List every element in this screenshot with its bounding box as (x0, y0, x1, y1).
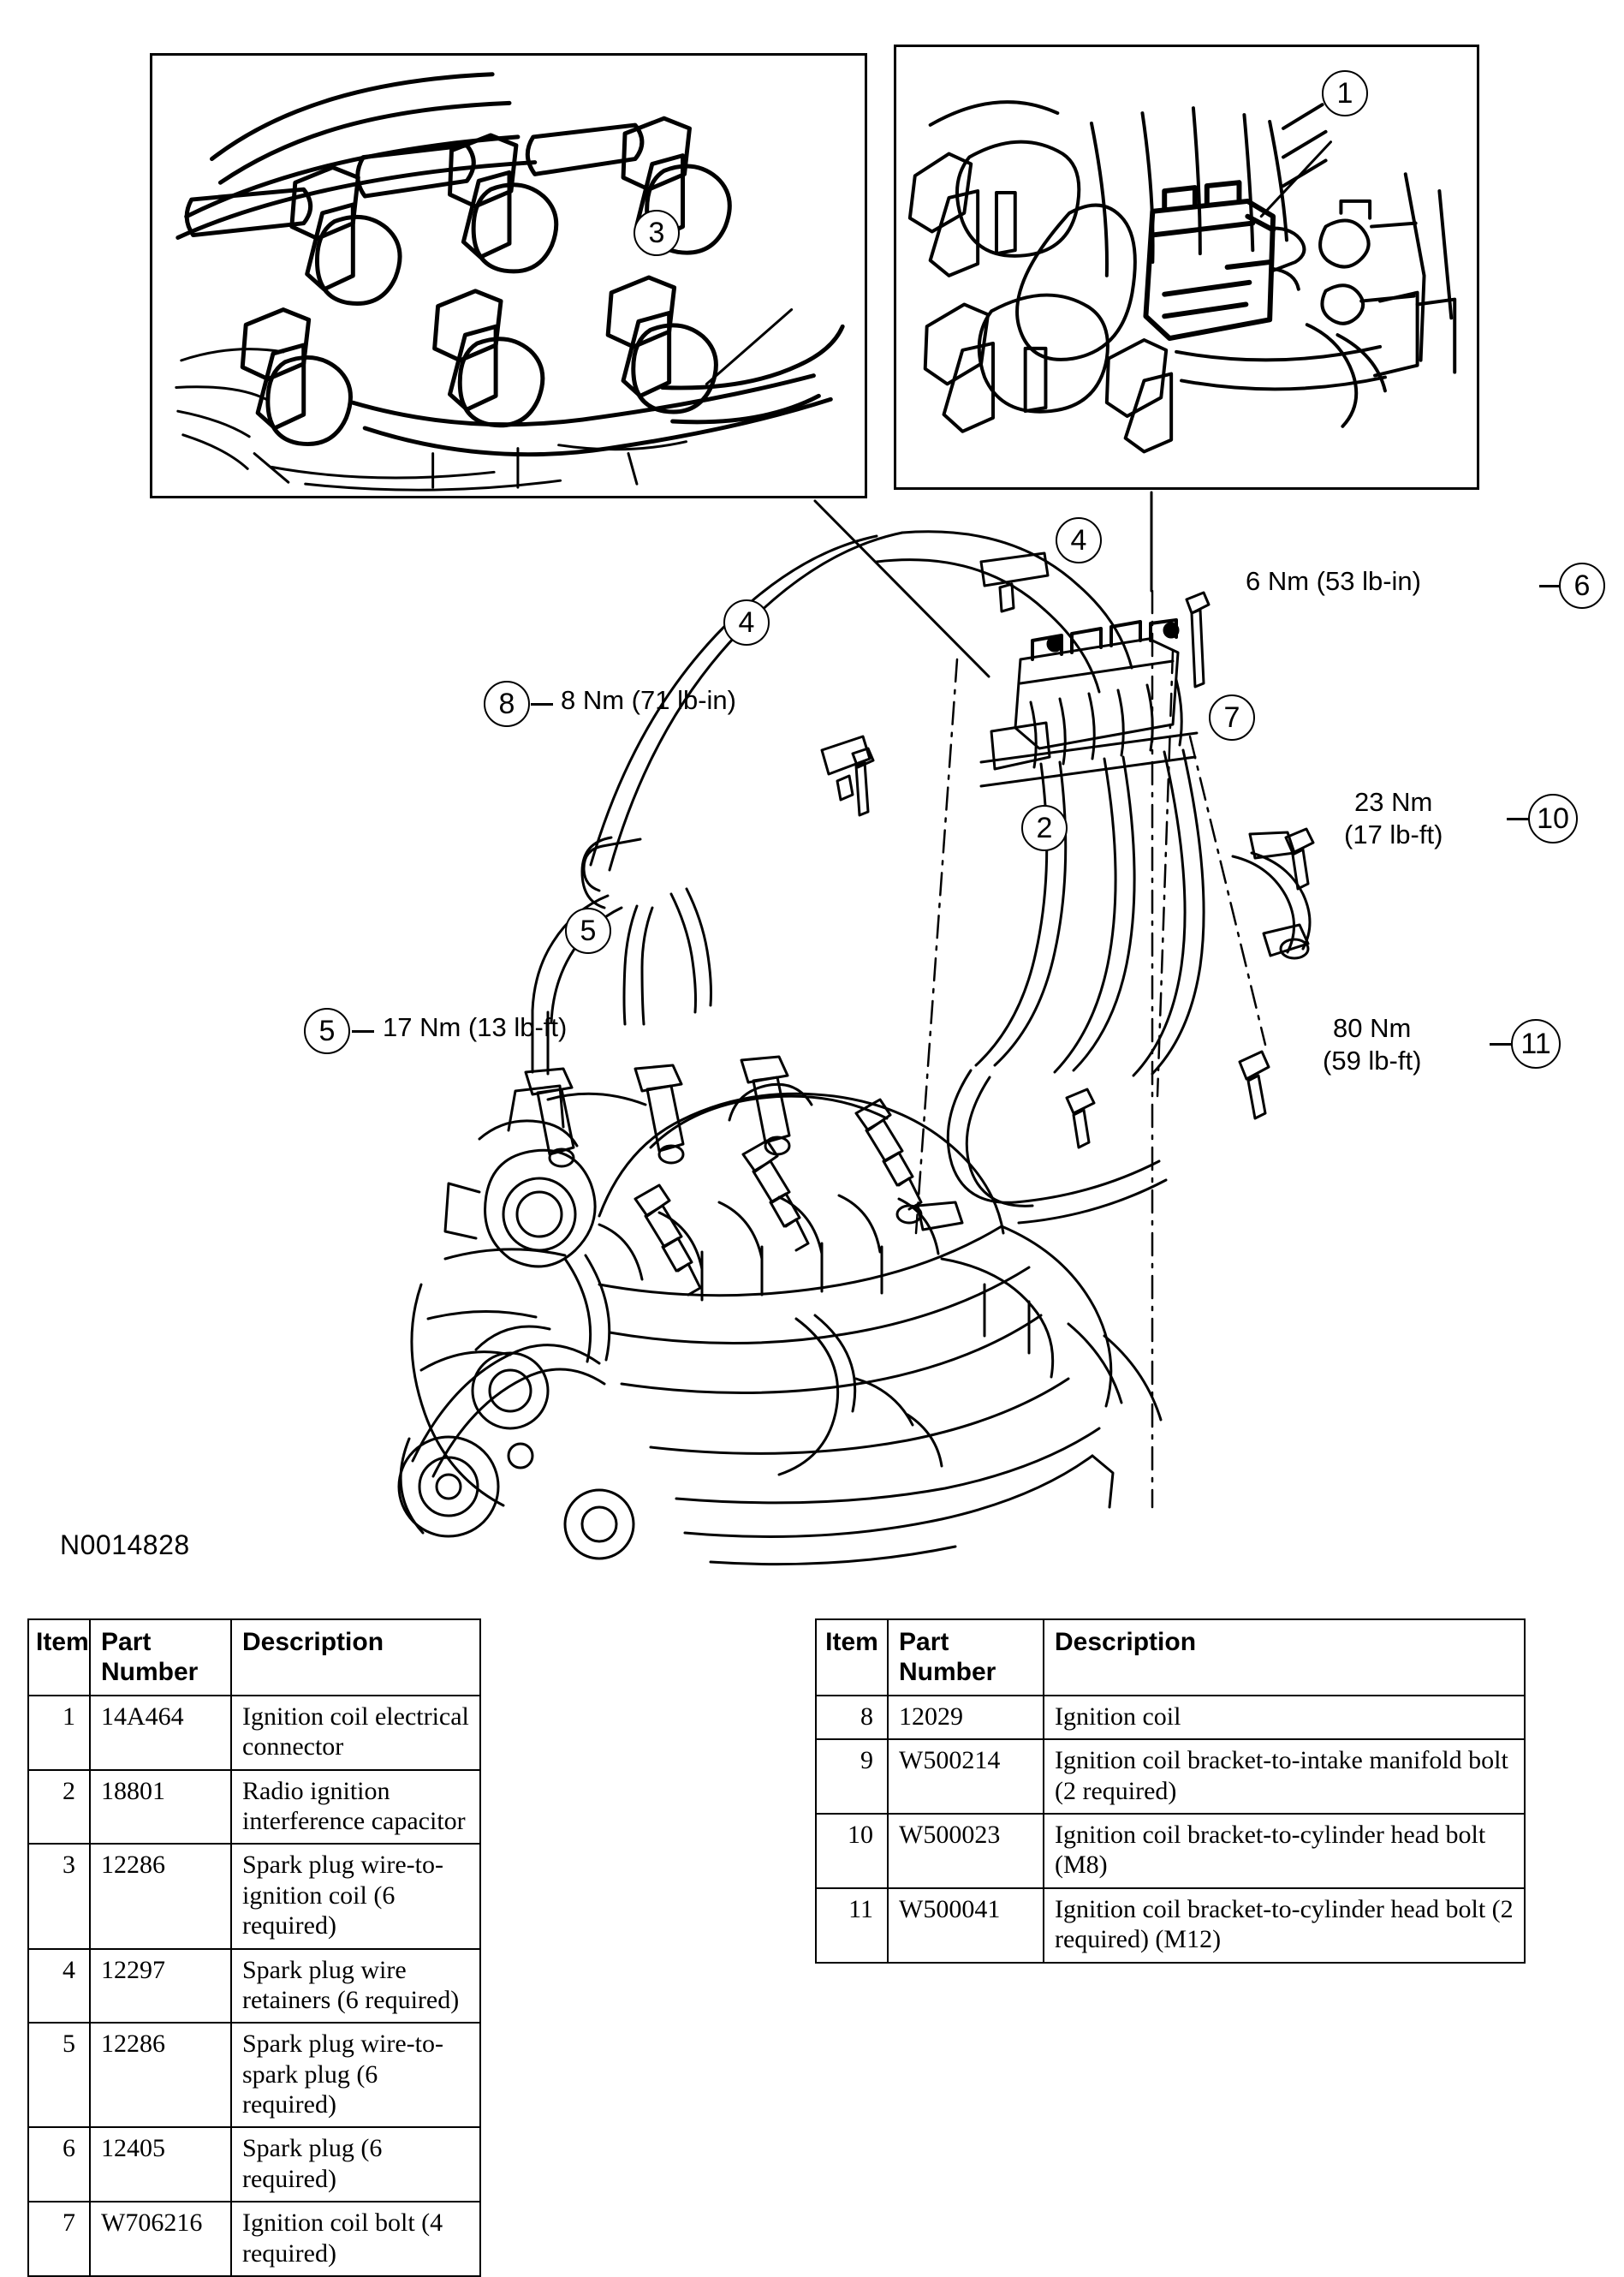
cell-part-number: W500041 (888, 1888, 1044, 1963)
torque-10-line2: (17 lb-ft) (1344, 819, 1443, 849)
parts-table-right (815, 1618, 1526, 1964)
cell-part-number: W500023 (888, 1814, 1044, 1888)
table-row (28, 1696, 480, 1770)
torque-spec-10 (1344, 786, 1443, 851)
torque-spec-11 (1323, 1012, 1421, 1077)
column-header-part-number: Part Number (888, 1619, 1044, 1696)
table-row (816, 1888, 1525, 1963)
table-header-row (816, 1619, 1525, 1696)
column-header-item: Item (816, 1619, 888, 1696)
table-row (28, 2023, 480, 2127)
cell-part-number: 12405 (90, 2127, 231, 2202)
leader-dash-10 (1507, 818, 1529, 820)
callout-3-inset: 3 (634, 210, 680, 256)
torque-spec-7: 6 Nm (53 lb-in) (1246, 566, 1421, 596)
cell-part-number: 18801 (90, 1770, 231, 1845)
callout-6: 5 (304, 1008, 350, 1054)
figure-id: N0014828 (60, 1529, 190, 1560)
callout-4-lower: 4 (723, 599, 770, 646)
cell-item: 4 (28, 1949, 90, 2024)
table-row (816, 1814, 1525, 1888)
table-header-row (28, 1619, 480, 1696)
callout-10: 10 (1528, 794, 1578, 843)
cell-description: Spark plug (6 required) (231, 2127, 480, 2202)
table-row (816, 1739, 1525, 1814)
cell-part-number: 12286 (90, 1844, 231, 1948)
cell-item: 1 (28, 1696, 90, 1770)
table-row (28, 1770, 480, 1845)
cell-item: 10 (816, 1814, 888, 1888)
table-row (28, 2127, 480, 2202)
leader-dash-11 (1490, 1043, 1512, 1046)
cell-description: Ignition coil bracket-to-cylinder head bolt (M8) (1044, 1814, 1525, 1888)
callout-7: 6 (1559, 563, 1605, 609)
torque-spec-6: 17 Nm (13 lb-ft) (383, 1012, 568, 1042)
cell-description: Ignition coil bracket-to-cylinder head bolt (2 required) (M12) (1044, 1888, 1525, 1963)
cell-part-number: W706216 (90, 2202, 231, 2276)
cell-description: Ignition coil bolt (4 required) (231, 2202, 480, 2276)
callout-4-upper: 4 (1056, 517, 1102, 563)
torque-spec-9: 8 Nm (71 lb-in) (561, 685, 736, 715)
torque-11-line2: (59 lb-ft) (1323, 1045, 1422, 1076)
callout-2: 2 (1021, 805, 1068, 851)
cell-item: 7 (28, 2202, 90, 2276)
callout-5: 5 (565, 908, 611, 954)
cell-item: 2 (28, 1770, 90, 1845)
parts-table-left (27, 1618, 481, 2277)
cell-item: 3 (28, 1844, 90, 1948)
leader-dash-6 (352, 1030, 374, 1033)
cell-item: 5 (28, 2023, 90, 2127)
cell-part-number: 12297 (90, 1949, 231, 2024)
column-header-description: Description (231, 1619, 480, 1696)
cell-description: Ignition coil bracket-to-intake manifold bolt (2 required) (1044, 1739, 1525, 1814)
torque-10-line1: 23 Nm (1354, 787, 1433, 817)
cell-description: Radio ignition interference capacitor (231, 1770, 480, 1845)
cell-item: 8 (816, 1696, 888, 1739)
table-row (28, 2202, 480, 2276)
table-row (28, 1844, 480, 1948)
callout-9: 8 (484, 681, 530, 727)
cell-item: 11 (816, 1888, 888, 1963)
cell-part-number: 12029 (888, 1696, 1044, 1739)
cell-part-number: 12286 (90, 2023, 231, 2127)
cell-part-number: W500214 (888, 1739, 1044, 1814)
cell-description: Spark plug wire retainers (6 required) (231, 1949, 480, 2024)
column-header-part-number: Part Number (90, 1619, 231, 1696)
table-row (816, 1696, 1525, 1739)
cell-description: Spark plug wire-to-spark plug (6 required) (231, 2023, 480, 2127)
cell-item: 9 (816, 1739, 888, 1814)
callout-8: 7 (1209, 694, 1255, 741)
column-header-description: Description (1044, 1619, 1525, 1696)
cell-description: Ignition coil electrical connector (231, 1696, 480, 1770)
torque-11-line1: 80 Nm (1333, 1013, 1412, 1043)
leader-dash-9 (531, 703, 553, 706)
column-header-item: Item (28, 1619, 90, 1696)
cell-item: 6 (28, 2127, 90, 2202)
cell-description: Spark plug wire-to-ignition coil (6 required) (231, 1844, 480, 1948)
callout-1-inset: 1 (1322, 70, 1368, 116)
cell-description: Ignition coil (1044, 1696, 1525, 1739)
cell-part-number: 14A464 (90, 1696, 231, 1770)
table-row (28, 1949, 480, 2024)
callout-11: 11 (1511, 1019, 1561, 1069)
